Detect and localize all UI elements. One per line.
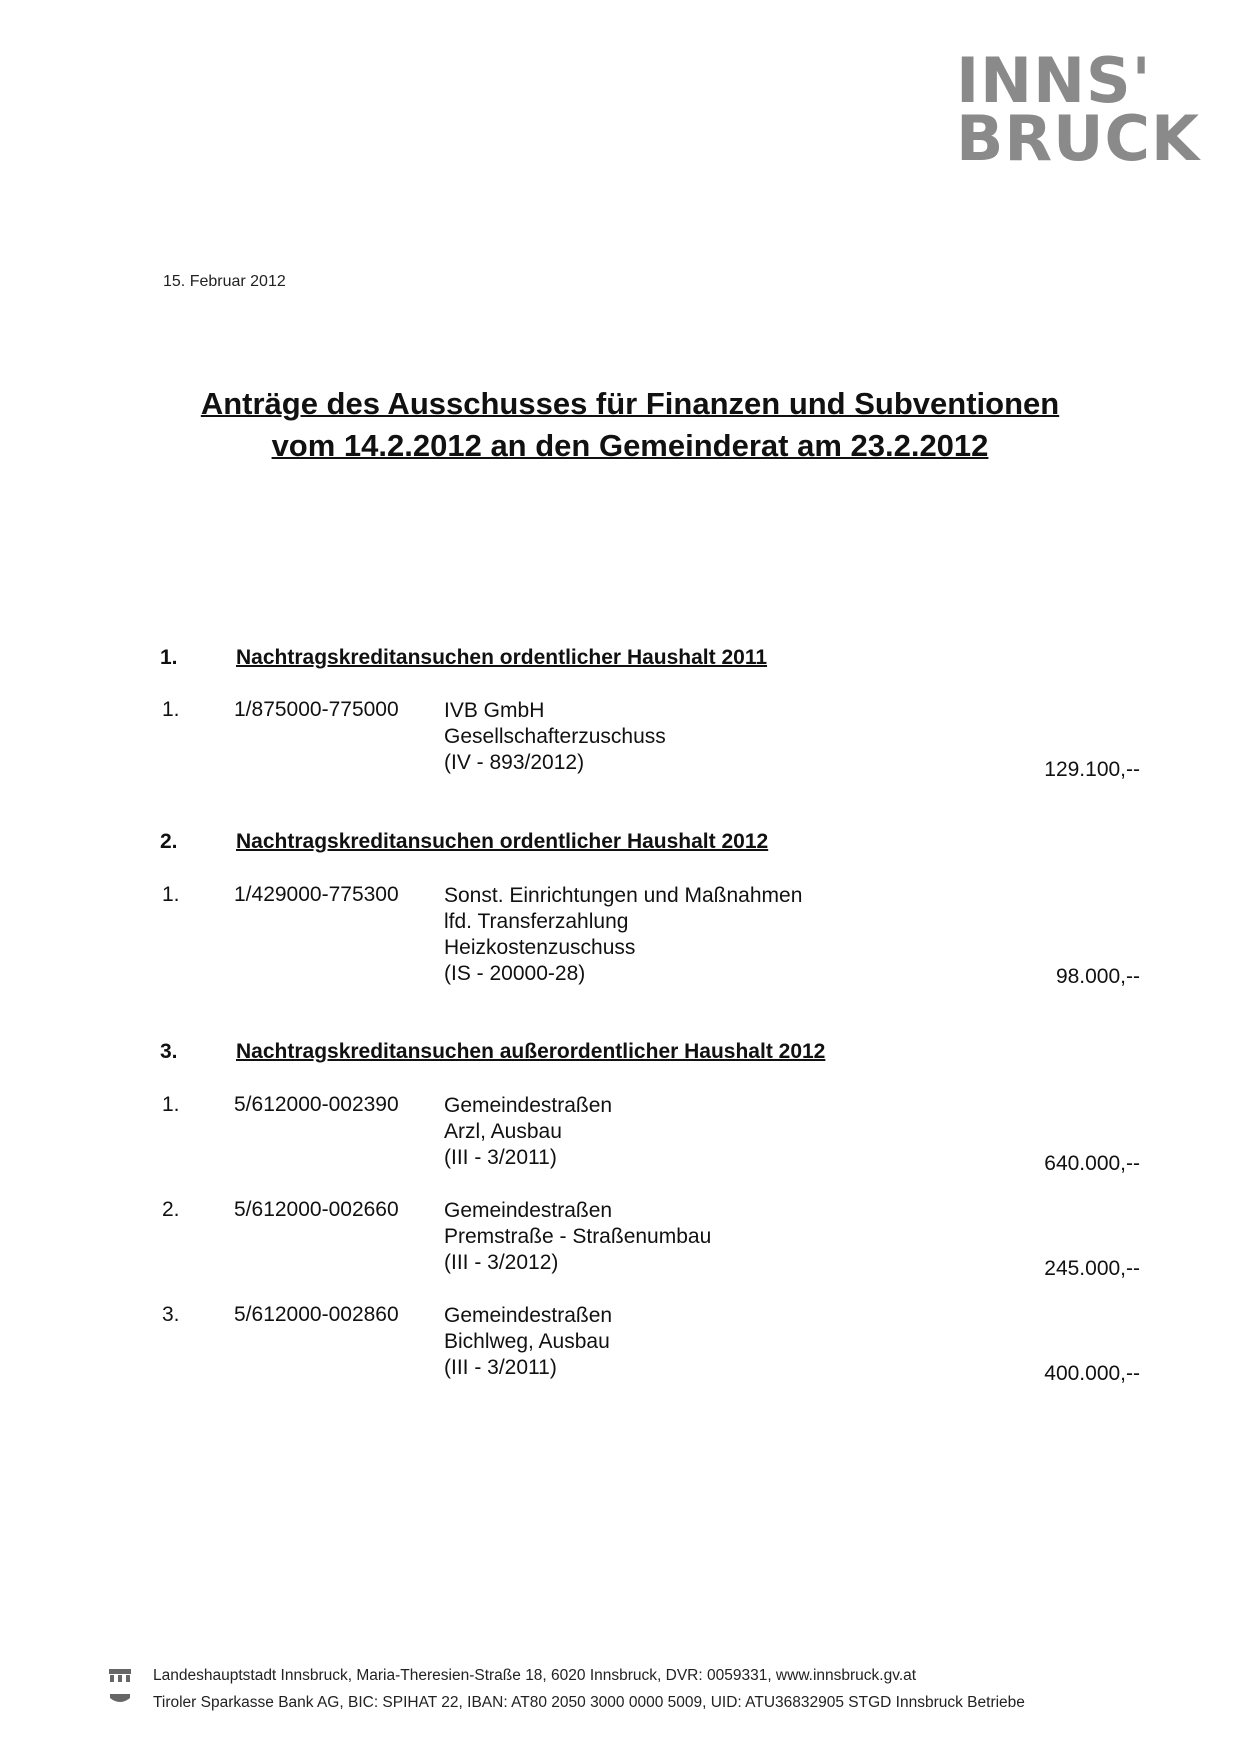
item-number: 1.: [162, 883, 180, 906]
logo-line-2: BRUCK: [956, 102, 1200, 175]
footer-bank-details: Tiroler Sparkasse Bank AG, BIC: SPIHAT 22, IBAN: AT80 2050 3000 0000 5009, UID: ATU36832905 STGD Innsbruck Betriebe: [153, 1694, 1025, 1711]
account-number: 1/429000-775300: [234, 883, 399, 906]
account-number: 5/612000-002390: [234, 1093, 399, 1116]
section-title: Nachtragskreditansuchen außerordentlicher Haushalt 2012: [236, 1040, 826, 1063]
description-line: Gemeindestraßen: [444, 1304, 613, 1327]
item-number: 1.: [162, 1093, 180, 1116]
description-line: Heizkostenzuschuss: [444, 936, 636, 959]
document-title: [150, 383, 1110, 467]
description-line: Bichlweg, Ausbau: [444, 1330, 610, 1353]
description-line: Premstraße - Straßenumbau: [444, 1225, 712, 1248]
description-line: Gesellschafterzuschuss: [444, 725, 666, 748]
item-description: [444, 1303, 612, 1381]
item-amount: 98.000,--: [1055, 965, 1140, 988]
account-number: 5/612000-002660: [234, 1198, 399, 1221]
item-amount: 129.100,--: [1044, 758, 1140, 781]
description-line: Gemeindestraßen: [444, 1094, 613, 1117]
description-line: IVB GmbH: [444, 699, 545, 722]
item-description: [444, 883, 802, 987]
section-number: 3.: [160, 1040, 178, 1063]
title-line-2: vom 14.2.2012 an den Gemeinderat am 23.2.2012: [271, 428, 989, 463]
description-line: Sonst. Einrichtungen und Maßnahmen: [444, 884, 803, 907]
item-amount: 245.000,--: [1044, 1257, 1140, 1280]
description-line: lfd. Transferzahlung: [444, 910, 629, 933]
account-number: 5/612000-002860: [234, 1303, 399, 1326]
city-emblem-icon: [108, 1666, 132, 1714]
description-line: Arzl, Ausbau: [444, 1120, 562, 1143]
item-amount: 640.000,--: [1044, 1152, 1140, 1175]
description-line: Gemeindestraßen: [444, 1199, 613, 1222]
description-line: (III - 3/2011): [444, 1356, 557, 1379]
account-number: 1/875000-775000: [234, 698, 399, 721]
item-number: 2.: [162, 1198, 180, 1221]
document-date: 15. Februar 2012: [163, 273, 286, 290]
item-number: 3.: [162, 1303, 180, 1326]
section-title: Nachtragskreditansuchen ordentlicher Haushalt 2012: [236, 830, 769, 853]
item-description: [444, 698, 666, 776]
item-description: [444, 1198, 711, 1276]
footer-address: Landeshauptstadt Innsbruck, Maria-Theresien-Straße 18, 6020 Innsbruck, DVR: 0059331, www.innsbruck.gv.at: [153, 1667, 917, 1684]
item-description: [444, 1093, 612, 1171]
logo-line-1: INNS': [956, 44, 1152, 117]
innsbruck-logo: [956, 44, 1200, 175]
title-line-1: Anträge des Ausschusses für Finanzen und Subventionen: [200, 386, 1060, 421]
description-line: (IS - 20000-28): [444, 962, 586, 985]
section-number: 2.: [160, 830, 178, 853]
description-line: (III - 3/2011): [444, 1146, 557, 1169]
item-number: 1.: [162, 698, 180, 721]
item-amount: 400.000,--: [1044, 1362, 1140, 1385]
description-line: (III - 3/2012): [444, 1251, 559, 1274]
description-line: (IV - 893/2012): [444, 751, 585, 774]
section-number: 1.: [160, 646, 178, 669]
section-title: Nachtragskreditansuchen ordentlicher Haushalt 2011: [236, 646, 768, 669]
